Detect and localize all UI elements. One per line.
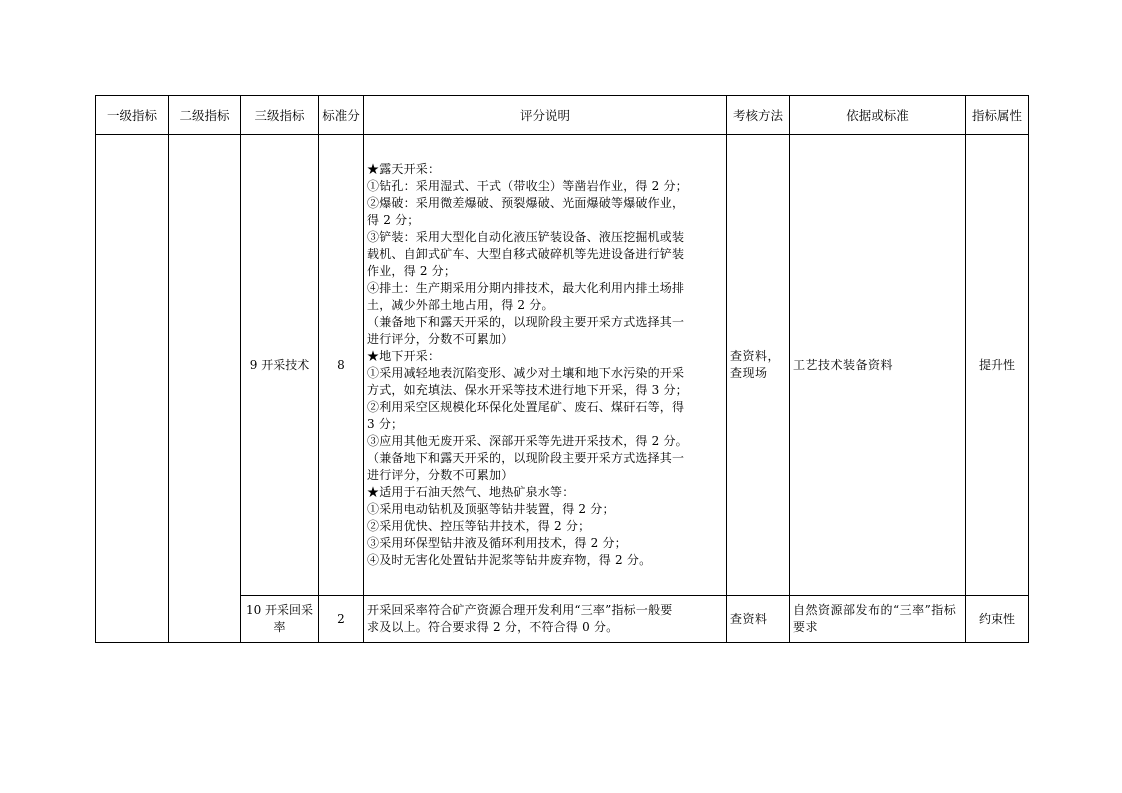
header-level3: 三级指标 [241, 96, 319, 135]
description-line: ★露天开采： [367, 162, 441, 176]
attribute-cell: 提升性 [966, 135, 1029, 596]
table-row [96, 135, 1029, 596]
description-cell [364, 135, 727, 596]
description-line: ②采用优快、控压等钻井技术，得 2 分； [367, 519, 591, 533]
description-cell [364, 596, 727, 643]
description-line: 土，减少外部土地占用，得 2 分。 [367, 298, 554, 312]
header-row [96, 96, 1029, 135]
method-cell: 查资料，查现场 [727, 135, 790, 596]
description-line: ★地下开采： [367, 349, 441, 363]
description-line: 载机、自卸式矿车、大型自移式破碎机等先进设备进行铲装 [367, 247, 685, 261]
description-line: ④及时无害化处置钻井泥浆等钻井废弃物，得 2 分。 [367, 553, 652, 567]
level3-cell: 10 开采回采率 [241, 596, 319, 643]
header-level2: 二级指标 [169, 96, 241, 135]
score-cell: 2 [319, 596, 364, 643]
description-line: 方式，如充填法、保水开采等技术进行地下开采，得 3 分； [367, 383, 688, 397]
basis-cell: 工艺技术装备资料 [790, 135, 966, 596]
description-line: （兼备地下和露天开采的，以现阶段主要开采方式选择其一 [367, 315, 685, 329]
attribute-cell: 约束性 [966, 596, 1029, 643]
header-description: 评分说明 [364, 96, 727, 135]
description-line: ①钻孔：采用湿式、干式（带收尘）等凿岩作业，得 2 分； [367, 179, 688, 193]
description-line: ④排土：生产期采用分期内排技术，最大化利用内排土场排 [367, 281, 685, 295]
level2-cell [169, 135, 241, 643]
header-score: 标准分 [319, 96, 364, 135]
score-cell: 8 [319, 135, 364, 596]
description-line: ②利用采空区规模化环保化处置尾矿、废石、煤矸石等，得 [367, 400, 685, 414]
header-attribute: 指标属性 [966, 96, 1029, 135]
description-line: 开采回采率符合矿产资源合理开发利用“三率”指标一般要 [367, 603, 673, 617]
description-line: （兼备地下和露天开采的，以现阶段主要开采方式选择其一 [367, 451, 685, 465]
description-line: ②爆破：采用微差爆破、预裂爆破、光面爆破等爆破作业， [367, 196, 685, 210]
header-level1: 一级指标 [96, 96, 169, 135]
description-line: 3 分； [367, 417, 404, 431]
description-line: ①采用电动钻机及顶驱等钻井装置，得 2 分； [367, 502, 615, 516]
basis-cell: 自然资源部发布的“三率”指标要求 [790, 596, 966, 643]
header-basis: 依据或标准 [790, 96, 966, 135]
description-line: ★适用于石油天然气、地热矿泉水等： [367, 485, 575, 499]
description-line: 求及以上。符合要求得 2 分，不符合得 0 分。 [367, 620, 619, 634]
description-line: ③应用其他无废开采、深部开采等先进开采技术，得 2 分。 [367, 434, 688, 448]
description-line: ③采用环保型钻井液及循环利用技术，得 2 分； [367, 536, 627, 550]
description-line: ①采用减轻地表沉陷变形、减少对土壤和地下水污染的开采 [367, 366, 685, 380]
level1-cell [96, 135, 169, 643]
description-line: 作业，得 2 分； [367, 264, 457, 278]
method-cell: 查资料 [727, 596, 790, 643]
description-line: 得 2 分； [367, 213, 420, 227]
description-line: 进行评分，分数不可累加） [367, 332, 514, 346]
description-line: ③铲装：采用大型化自动化液压铲装设备、液压挖掘机或装 [367, 230, 685, 244]
description-line: 进行评分，分数不可累加） [367, 468, 514, 482]
scoring-table [95, 95, 1029, 643]
level3-cell: 9 开采技术 [241, 135, 319, 596]
header-method: 考核方法 [727, 96, 790, 135]
